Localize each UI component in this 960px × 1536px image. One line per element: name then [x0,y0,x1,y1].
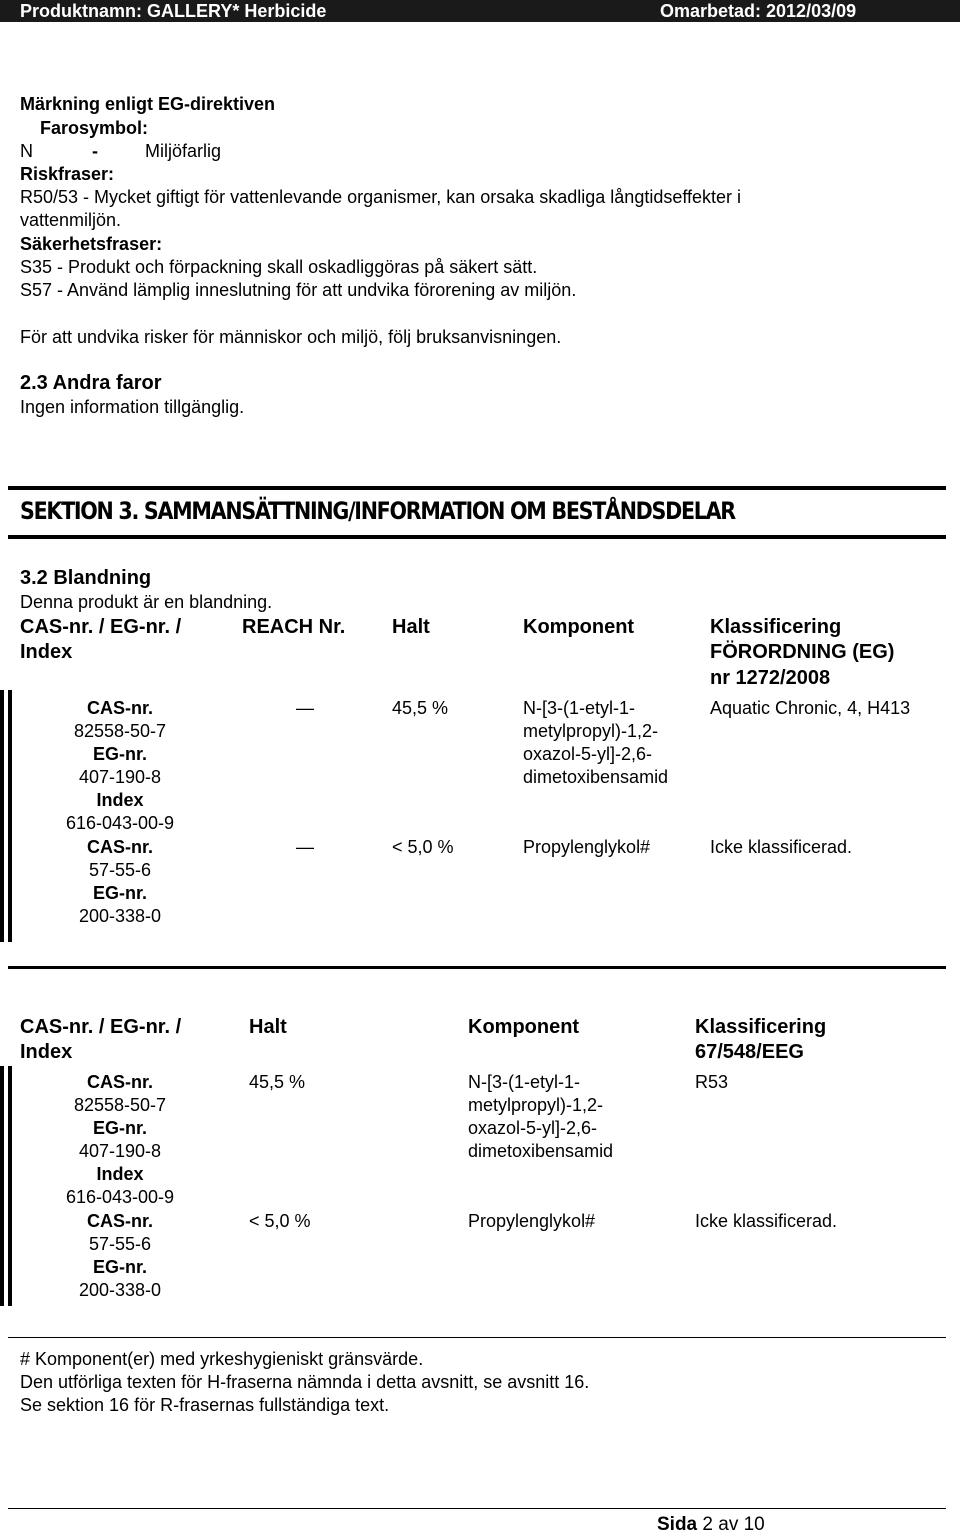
page-header [0,0,960,22]
risk-label: Riskfraser: [20,164,115,184]
component-name: metylpropyl)-1,2- [523,721,659,741]
symbol-label: Farosymbol: [40,118,149,138]
reach-number: — [296,837,314,857]
id-label: CAS-nr. [86,837,153,857]
concentration: 45,5 % [249,1072,306,1092]
id-value: 407-190-8 [78,767,162,787]
footnote-line: # Komponent(er) med yrkeshygieniskt gränsvärde. [20,1349,424,1369]
component-name: N-[3-(1-etyl-1- [468,1072,581,1092]
t1-header-komponent: Komponent [523,616,635,638]
section-rule-top [8,486,946,490]
revision-bar [0,690,4,942]
classification: Aquatic Chronic, 4, H413 [710,698,911,718]
component-name: Propylenglykol# [468,1211,596,1231]
id-label: CAS-nr. [86,1211,153,1231]
id-value: 407-190-8 [78,1141,162,1161]
other-hazards-text: Ingen information tillgänglig. [20,397,245,417]
classification: Icke klassificerad. [710,837,853,857]
concentration: 45,5 % [392,698,449,718]
id-label: EG-nr. [92,883,147,903]
footnote-line: Den utförliga texten för H-fraserna nämnda i detta avsnitt, se avsnitt 16. [20,1372,590,1392]
mixture-text: Denna produkt är en blandning. [20,592,273,612]
component-name: Propylenglykol# [523,837,651,857]
t2-header-id-1: CAS-nr. / EG-nr. / [20,1016,182,1038]
page-number [657,1513,765,1536]
reach-number: — [296,698,314,718]
t1-header-id-1: CAS-nr. / EG-nr. / [20,616,182,638]
footnote-line: Se sektion 16 för R-frasernas fullständiga text. [20,1395,390,1415]
t2-header-id-2: Index [20,1041,73,1063]
risk-phrase-line1: R50/53 - Mycket giftigt för vattenlevande organismer, kan orsaka skadliga långtidseffekter i [20,187,742,207]
safety-label: Säkerhetsfraser: [20,234,163,254]
safety-phrase-s57: S57 - Använd lämplig inneslutning för att undvika förorening av miljön. [20,280,577,300]
classification: Icke klassificerad. [695,1211,838,1231]
mixture-heading: 3.2 Blandning [20,567,152,589]
revision-date: Omarbetad: 2012/03/09 [660,1,857,21]
component-name: metylpropyl)-1,2- [468,1095,604,1115]
labeling-heading: Märkning enligt EG-direktiven [20,94,276,114]
concentration: < 5,0 % [392,837,454,857]
page-label: Sida [657,1514,698,1535]
id-label: EG-nr. [92,1257,147,1277]
classification: R53 [695,1072,729,1092]
safety-phrase-s35: S35 - Produkt och förpackning skall oskadliggöras på säkert sätt. [20,257,538,277]
page-count: 2 av 10 [702,1514,765,1535]
symbol-code: N [20,141,33,161]
t2-header-klass-1: Klassificering [695,1016,827,1038]
concentration: < 5,0 % [249,1211,311,1231]
t1-header-klass-1: Klassificering [710,616,842,638]
section-title: SEKTION 3. SAMMANSÄTTNING/INFORMATION OM BESTÅNDSDELAR [20,497,735,525]
id-label: Index [96,1164,144,1184]
t1-header-id-2: Index [20,641,73,663]
table-divider [8,966,946,969]
id-label: Index [96,790,144,810]
id-label: EG-nr. [92,1118,147,1138]
component-name: oxazol-5-yl]-2,6- [523,744,653,764]
id-value: 616-043-00-9 [65,1187,175,1207]
section-rule-bottom [8,535,946,539]
id-value: 57-55-6 [88,1234,152,1254]
advice-text: För att undvika risker för människor och miljö, följ bruksanvisningen. [20,327,562,347]
t1-header-klass-3: nr 1272/2008 [710,667,831,689]
component-name: dimetoxibensamid [523,767,669,787]
revision-bar [8,1066,12,1306]
revision-bar [8,690,12,942]
id-value: 200-338-0 [78,906,162,926]
id-value: 82558-50-7 [73,721,167,741]
symbol-dash: - [92,141,98,161]
other-hazards-heading: 2.3 Andra faror [20,372,162,394]
product-name: Produktnamn: GALLERY* Herbicide [20,1,327,21]
id-value: 616-043-00-9 [65,813,175,833]
risk-phrase-line2: vattenmiljön. [20,210,122,230]
t1-header-reach: REACH Nr. [242,616,346,638]
id-value: 82558-50-7 [73,1095,167,1115]
t1-header-klass-2: FÖRORDNING (EG) [710,641,895,663]
id-value: 200-338-0 [78,1280,162,1300]
component-name: oxazol-5-yl]-2,6- [468,1118,598,1138]
t1-header-halt: Halt [392,616,430,638]
symbol-text: Miljöfarlig [145,141,222,161]
footer-divider [8,1508,946,1509]
component-name: N-[3-(1-etyl-1- [523,698,636,718]
id-label: CAS-nr. [86,1072,153,1092]
component-name: dimetoxibensamid [468,1141,614,1161]
t2-header-komponent: Komponent [468,1016,580,1038]
revision-bar [0,1066,4,1306]
footnote-divider [8,1337,946,1338]
id-label: EG-nr. [92,744,147,764]
id-value: 57-55-6 [88,860,152,880]
t2-header-halt: Halt [249,1016,287,1038]
t2-header-klass-2: 67/548/EEG [695,1041,804,1063]
id-label: CAS-nr. [86,698,153,718]
